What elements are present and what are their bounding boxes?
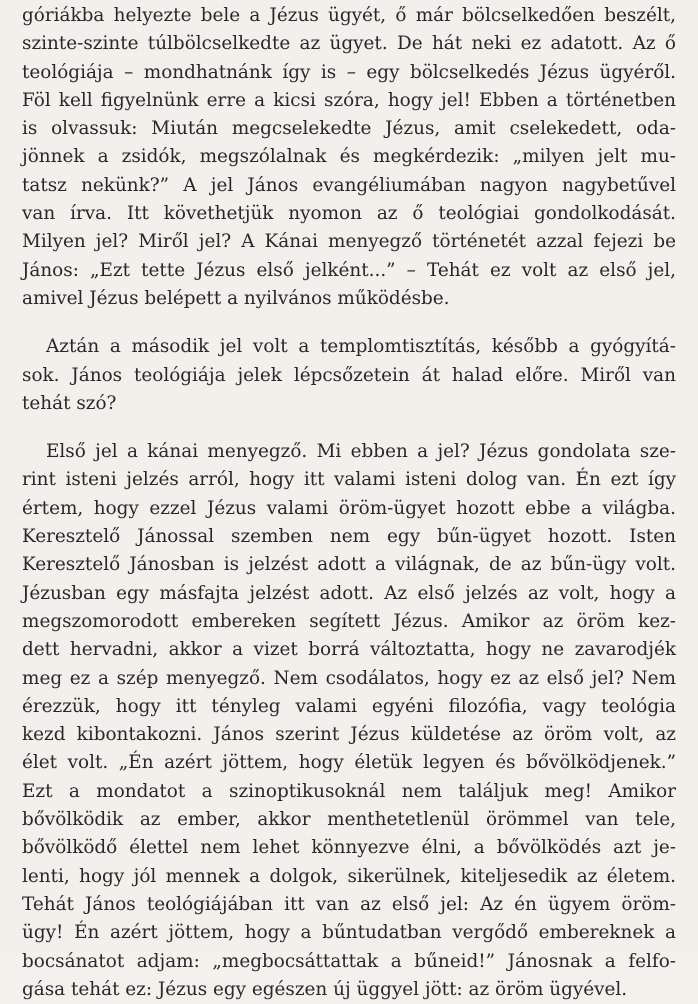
text-line: Első jel a kánai menyegző. Mi ebben a jel? Jézus gondolata sze- <box>46 441 676 463</box>
text-line: tehát szó? <box>22 392 117 414</box>
text-line: élet volt. „Én azért jöttem, hogy életük legyen és bővölködjenek.” <box>22 752 676 774</box>
text-line: Keresztelő Jánosban is jelzést adott a világnak, de az bűn-ügy volt. <box>22 554 676 576</box>
text-line: szinte-szinte túlbölcselkedte az ügyet. De hát neki ez adatott. Az ő <box>22 33 676 55</box>
text-line: érezzük, hogy itt tényleg valami egyéni filozófia, vagy teológia <box>22 695 676 717</box>
text-line: bocsánatot adjam: „megbocsáttattak a bűneid!” Jánosnak a felfo- <box>22 950 676 972</box>
text-line: gása tehát ez: Jézus egy egészen új üggyel jött: az öröm ügyével. <box>22 978 628 1000</box>
text-line: teológiája – mondhatnánk így is – egy bölcselkedés Jézus ügyéről. <box>22 61 676 83</box>
text-line: lenti, hogy jól mennek a dolgok, sikerülnek, kiteljesedik az életem. <box>22 865 676 887</box>
text-line: tatsz nekünk?” A jel János evangéliumában nagyon nagybetűvel <box>22 174 676 196</box>
paragraph-1 <box>22 2 676 313</box>
paragraph-gap <box>22 418 676 438</box>
text-line: van írva. Itt követhetjük nyomon az ő teológiai gondolkodását. <box>22 203 676 225</box>
paragraph-2 <box>22 333 676 418</box>
text-line: jönnek a zsidók, megszólalnak és megkérdezik: „milyen jelt mu- <box>22 146 676 168</box>
text-line: bővölködő élettel nem lehet könnyezve élni, a bővölködés azt je- <box>22 837 676 859</box>
text-line: meg ez a szép menyegző. Nem csodálatos, hogy ez az első jel? Nem <box>22 667 676 689</box>
text-line: ügy! Én azért jöttem, hogy a bűntudatban vergődő embereknek a <box>22 922 676 944</box>
text-line: János: „Ezt tette Jézus első jelként...” – Tehát ez volt az első jel, <box>22 259 676 281</box>
text-line: Milyen jel? Miről jel? A Kánai menyegző történetét azzal fejezi be <box>22 231 676 253</box>
text-line: sok. János teológiája jelek lépcsőzetein át halad előre. Miről van <box>22 364 676 386</box>
text-line: kezd kibontakozni. János szerint Jézus küldetése az öröm volt, az <box>22 724 676 746</box>
text-line: megszomorodott embereken segített Jézus. Amikor az öröm kez- <box>22 610 676 632</box>
paragraph-gap <box>22 313 676 333</box>
text-line: Ezt a mondatot a szinoptikusoknál nem találjuk meg! Amikor <box>22 780 676 802</box>
text-line: bővölködik az ember, akkor menthetetlenül örömmel van tele, <box>22 809 676 831</box>
text-line: Jézusban egy másfajta jelzést adott. Az első jelzés az volt, hogy a <box>22 582 676 604</box>
text-line: értem, hogy ezzel Jézus valami öröm-ügyet hozott ebbe a világba. <box>22 497 676 519</box>
text-line: Aztán a második jel volt a templomtisztítás, később a gyógyítá- <box>46 336 676 358</box>
text-line: dett hervadni, akkor a vizet borrá változtatta, hogy ne zavarodjék <box>22 639 676 661</box>
text-line: amivel Jézus belépett a nyilvános működésbe. <box>22 287 450 309</box>
text-line: Tehát János teológiájában itt van az első jel: Az én ügyem öröm- <box>22 893 676 915</box>
text-line: Keresztelő Jánossal szemben nem egy bűn-ügyet hozott. Isten <box>22 526 676 548</box>
text-line: Föl kell figyelnünk erre a kicsi szóra, hogy jel! Ebben a történetben <box>22 89 676 111</box>
text-line: rint isteni jelzés arról, hogy itt valami isteni dolog van. Én ezt így <box>22 469 676 491</box>
text-line: góriákba helyezte bele a Jézus ügyét, ő már bölcselkedően beszélt, <box>22 5 676 26</box>
text-line: is olvassuk: Miután megcselekedte Jézus, amit cselekedett, oda- <box>22 118 676 140</box>
paragraph-3 <box>22 438 676 1004</box>
